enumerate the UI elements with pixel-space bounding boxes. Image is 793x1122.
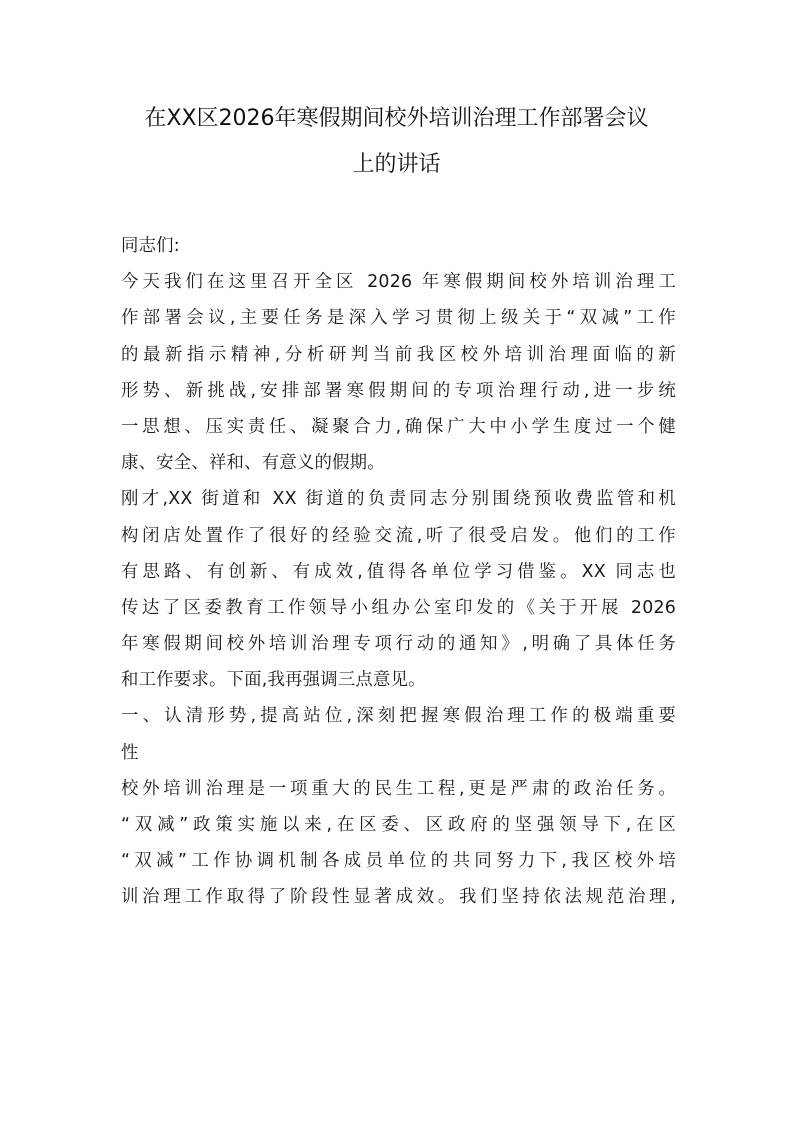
body-text-line: 康、安全、祥和、有意义的假期。 [121, 453, 385, 474]
body-text-line: 年寒假期间校外培训治理专项行动的通知》,明确了具体任务 [121, 634, 676, 655]
document-body [121, 228, 676, 916]
body-text-line: 有思路、有创新、有成效,值得各单位学习借鉴。XX 同志也 [121, 561, 676, 582]
body-text-line: 作部署会议,主要任务是深入学习贯彻上级关于“双减”工作 [121, 308, 676, 329]
body-text-line: 校外培训治理是一项重大的民生工程,更是严肃的政治任务。 [121, 778, 676, 799]
body-text-line: 一、认清形势,提高站位,深刻把握寒假治理工作的极端重要 [121, 706, 676, 727]
body-text-line: 一思想、压实责任、凝聚合力,确保广大中小学生度过一个健 [121, 416, 676, 437]
salutation: 同志们: [121, 236, 180, 256]
body-text-line: 传达了区委教育工作领导小组办公室印发的《关于开展 2026 [121, 597, 676, 618]
body-text-line: “双减”政策实施以来,在区委、区政府的坚强领导下,在区 [121, 815, 676, 835]
body-text-line: 刚才,XX 街道和 XX 街道的负责同志分别围绕预收费监管和机 [121, 489, 676, 510]
body-text-line: 性 [121, 742, 139, 763]
body-text-line: 形势、新挑战,安排部署寒假期间的专项治理行动,进一步统 [121, 380, 676, 401]
body-text-line: 和工作要求。下面,我再强调三点意见。 [121, 670, 426, 691]
body-text-line: 的最新指示精神,分析研判当前我区校外培训治理面临的新 [121, 344, 676, 365]
body-text-line: 构闭店处置作了很好的经验交流,听了很受启发。他们的工作 [121, 525, 676, 546]
title-line-1: 在XX区2026年寒假期间校外培训治理工作部署会议 [144, 106, 649, 131]
body-text-line: “双减”工作协调机制各成员单位的共同努力下,我区校外培 [121, 851, 676, 872]
title-line-2: 上的讲话 [352, 152, 441, 177]
body-text-line: 今天我们在这里召开全区 2026 年寒假期间校外培训治理工 [121, 272, 676, 293]
document-title [100, 96, 693, 188]
body-text-line: 训治理工作取得了阶段性显著成效。我们坚持依法规范治理, [121, 887, 676, 908]
